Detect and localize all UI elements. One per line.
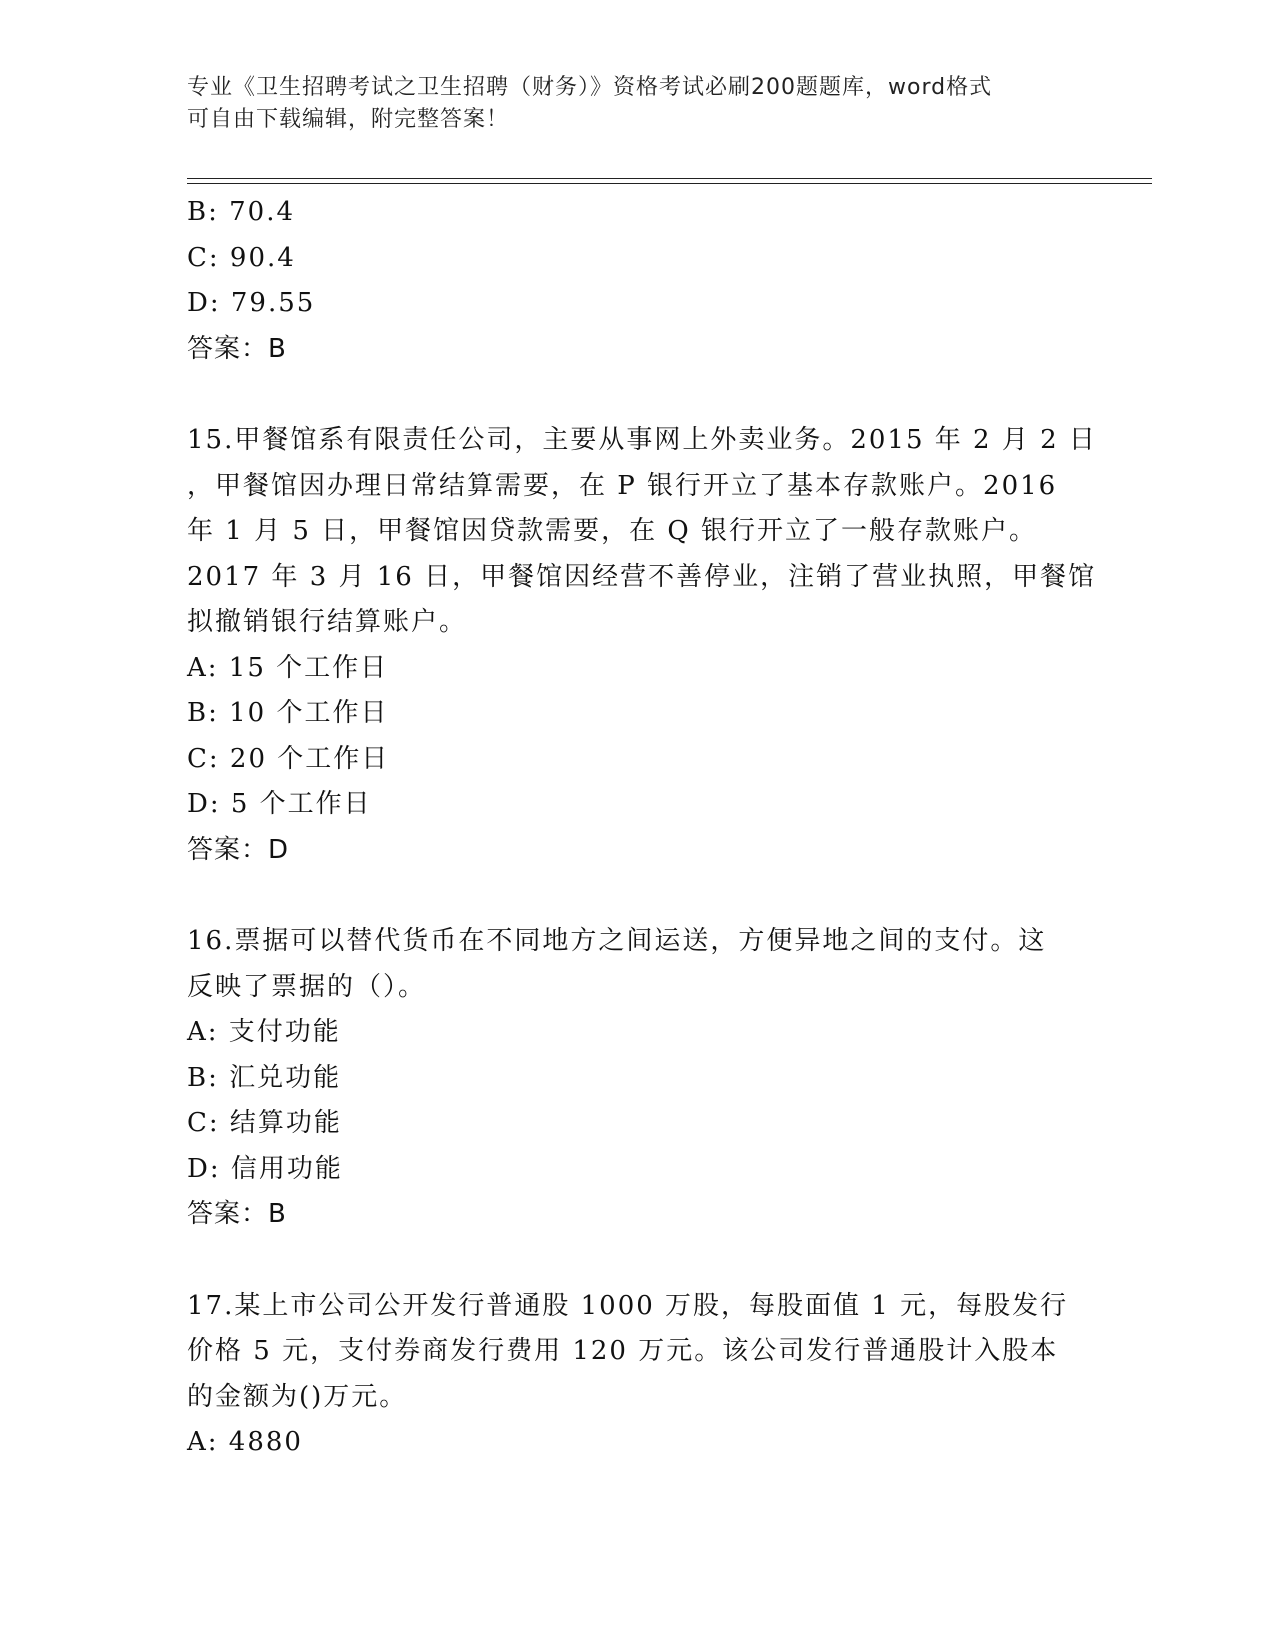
- question-16: [187, 919, 1087, 1238]
- question-stem-line: 拟撤销银行结算账户。: [187, 607, 468, 637]
- option-a: A: 4880: [187, 1427, 303, 1457]
- question-15: [187, 418, 1097, 873]
- header-divider: [187, 183, 1152, 184]
- answer-line: 答案：B: [187, 1199, 287, 1229]
- option-b: B: 汇兑功能: [187, 1062, 342, 1093]
- question-stem-line: 反映了票据的（）。: [187, 971, 427, 1002]
- answer-line: 答案：B: [187, 333, 287, 364]
- option-d: D: 信用功能: [187, 1153, 343, 1184]
- document-body: [187, 190, 1097, 1466]
- question-14-remainder: [187, 190, 1087, 372]
- question-17: [187, 1284, 1087, 1466]
- question-stem-line: 17.某上市公司公开发行普通股 1000 万股，每股面值 1 元，每股发行: [187, 1290, 1069, 1321]
- header-divider: [187, 178, 1152, 179]
- option-b: B: 70.4: [187, 197, 296, 227]
- answer-line: 答案：D: [187, 834, 290, 865]
- header-line-1: 专业《卫生招聘考试之卫生招聘（财务）》资格考试必刷200题题库，word格式: [187, 75, 993, 100]
- option-a: A: 15 个工作日: [187, 652, 389, 683]
- question-stem-line: 15.甲餐馆系有限责任公司，主要从事网上外卖业务。2015 年 2 月 2 日: [187, 425, 1097, 455]
- header-line-2: 可自由下载编辑，附完整答案！: [187, 107, 510, 132]
- question-stem-line: 16.票据可以替代货币在不同地方之间运送，方便异地之间的支付。这: [187, 926, 1047, 956]
- question-stem-line: ，甲餐馆因办理日常结算需要，在 P 银行开立了基本存款账户。2016: [187, 470, 1058, 501]
- option-d: D: 5 个工作日: [187, 789, 372, 819]
- question-stem-line: 年 1 月 5 日，甲餐馆因贷款需要，在 Q 银行开立了一般存款账户。: [187, 516, 1037, 546]
- option-c: C: 结算功能: [187, 1108, 342, 1138]
- question-stem-line: 2017 年 3 月 16 日，甲餐馆因经营不善停业，注销了营业执照，甲餐馆: [187, 561, 1097, 592]
- page-header: [187, 72, 1067, 136]
- option-c: C: 20 个工作日: [187, 743, 390, 774]
- option-c: C: 90.4: [187, 242, 296, 273]
- spacer: [187, 1238, 1087, 1284]
- spacer: [187, 372, 1087, 418]
- question-stem-line: 价格 5 元，支付券商发行费用 120 万元。该公司发行普通股计入股本: [187, 1336, 1059, 1366]
- question-stem-line: 的金额为()万元。: [187, 1381, 408, 1412]
- option-d: D: 79.55: [187, 288, 316, 318]
- spacer: [187, 873, 1087, 919]
- option-b: B: 10 个工作日: [187, 698, 389, 728]
- option-a: A: 支付功能: [187, 1017, 341, 1047]
